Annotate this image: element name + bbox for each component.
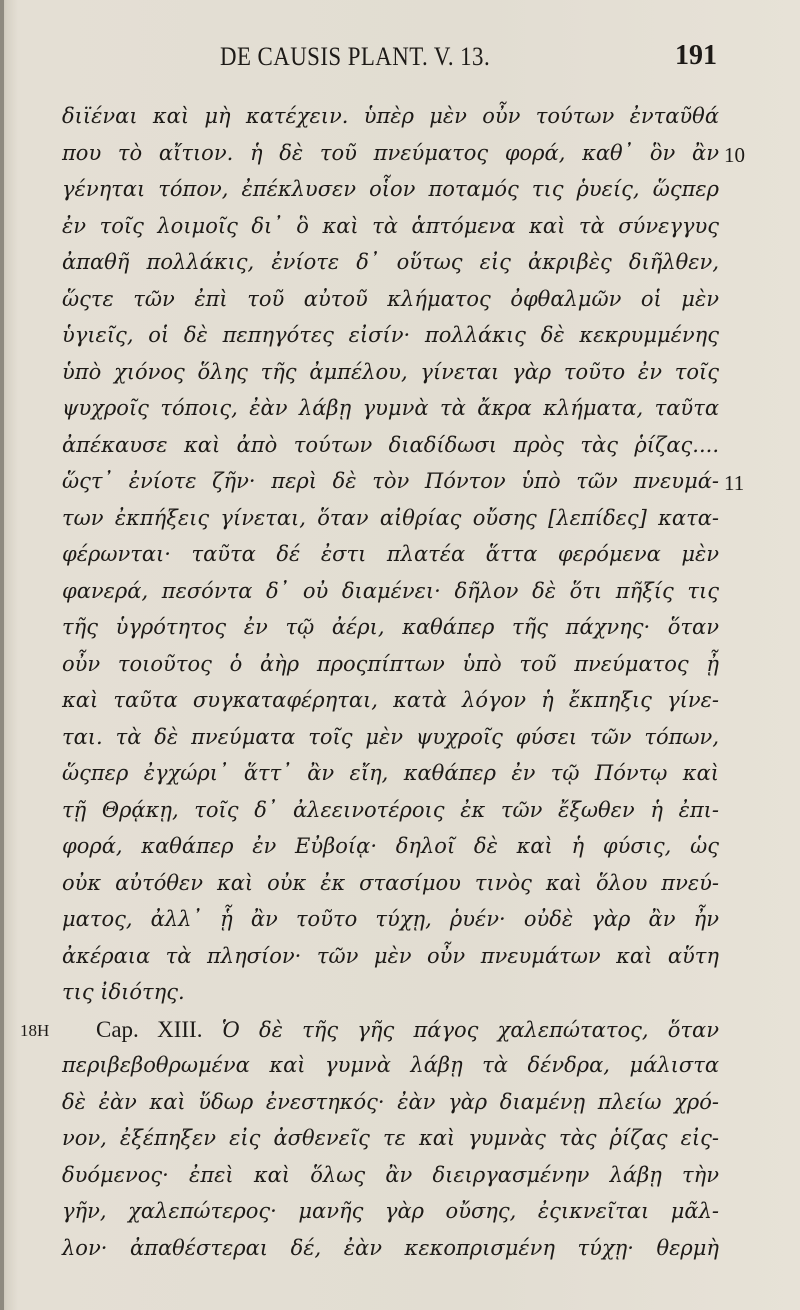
line-text: ται. τὰ δὲ πνεύματα τοῖς μὲν ψυχροῖς φύσει τῶν τόπων, bbox=[62, 724, 719, 749]
text-line bbox=[0, 1159, 800, 1196]
text-line bbox=[0, 1049, 800, 1086]
text-line bbox=[0, 1232, 800, 1269]
running-head-title: DE CAUSIS PLANT. V. 13. bbox=[220, 42, 491, 71]
line-text: ὥςπερ ἐγχώρι᾽ ἅττ᾽ ἂν εἴη, καθάπερ ἐν τῷ Πόντῳ καὶ bbox=[62, 761, 719, 785]
line-number-marker: 10 bbox=[724, 142, 745, 167]
line-text: ὥςτε τῶν ἐπὶ τοῦ αὐτοῦ κλήματος ὀφθαλμῶν οἱ μὲν bbox=[62, 286, 719, 311]
text-line bbox=[0, 575, 800, 612]
section-marker: 18H bbox=[20, 1020, 50, 1040]
text-line bbox=[0, 757, 800, 794]
line-text: ἀπαθῆ πολλάκις, ἐνίοτε δ᾽ οὕτως εἰς ἀκριβὲς διῆλθεν, bbox=[62, 250, 719, 274]
line-text: φανερά, πεσόντα δ᾽ οὐ διαμένει· δῆλον δὲ ὅτι πῆξίς τις bbox=[62, 578, 719, 603]
text-line bbox=[0, 319, 800, 356]
text-line bbox=[0, 1086, 800, 1123]
text-line bbox=[0, 611, 800, 648]
line-text: ἀκέραια τὰ πλησίον· τῶν μὲν οὖν πνευμάτων καὶ αὕτη bbox=[62, 943, 719, 968]
text-line bbox=[0, 100, 800, 137]
body-text bbox=[0, 100, 800, 1268]
line-text: οὐκ αὐτόθεν καὶ οὐκ ἐκ στασίμου τινὸς καὶ ὅλου πνεύ- bbox=[62, 870, 719, 895]
line-text bbox=[96, 1017, 719, 1043]
line-text: διϊέναι καὶ μὴ κατέχειν. ὑπὲρ μὲν οὖν τούτων ἐνταῦθά bbox=[62, 104, 719, 128]
text-line bbox=[0, 867, 800, 904]
text-line bbox=[0, 429, 800, 466]
text-line bbox=[0, 721, 800, 758]
text-line bbox=[0, 210, 800, 247]
line-text: ἀπέκαυσε καὶ ἀπὸ τούτων διαδίδωσι πρὸς τὰς ῥίζας.... bbox=[62, 432, 719, 457]
chapter-first-words: Ὁ δὲ τῆς γῆς πάγος χαλεπώτατος, ὅταν bbox=[221, 1017, 719, 1042]
text-line bbox=[0, 976, 800, 1013]
line-text: οὖν τοιοῦτος ὁ ἀὴρ προςπίπτων ὑπὸ τοῦ πνεύματος ᾖ bbox=[62, 651, 719, 676]
line-text: ὥςτ᾽ ἐνίοτε ζῆν· περὶ δὲ τὸν Πόντον ὑπὸ τῶν πνευμά- bbox=[62, 469, 719, 493]
line-text: λον· ἀπαθέστεραι δέ, ἐὰν κεκοπρισμένη τύχῃ· θερμὴ bbox=[62, 1235, 719, 1260]
text-line bbox=[0, 283, 800, 320]
text-line bbox=[0, 246, 800, 283]
text-line bbox=[0, 137, 800, 174]
text-line bbox=[0, 648, 800, 685]
text-line bbox=[0, 1122, 800, 1159]
text-line bbox=[0, 356, 800, 393]
line-text: γένηται τόπον, ἐπέκλυσεν οἷον ποταμός τις ῥυείς, ὥςπερ bbox=[62, 177, 719, 201]
text-line bbox=[0, 940, 800, 977]
line-text: δυόμενος· ἐπεὶ καὶ ὅλως ἂν διειργασμένην λάβῃ τὴν bbox=[62, 1162, 719, 1187]
line-text: ματος, ἀλλ᾽ ᾗ ἂν τοῦτο τύχῃ, ῥυέν· οὐδὲ γὰρ ἂν ἦν bbox=[62, 907, 719, 931]
text-line bbox=[0, 1195, 800, 1232]
text-line bbox=[0, 794, 800, 831]
text-line bbox=[0, 392, 800, 429]
line-text: περιβεβοθρωμένα καὶ γυμνὰ λάβῃ τὰ δένδρα, μάλιστα bbox=[62, 1053, 719, 1077]
line-text: ψυχροῖς τόποις, ἐὰν λάβῃ γυμνὰ τὰ ἄκρα κλήματα, ταῦτα bbox=[62, 396, 719, 420]
line-text: τῆς ὑγρότητος ἐν τῷ ἀέρι, καθάπερ τῆς πάχνης· ὅταν bbox=[62, 615, 719, 639]
line-text: ἐν τοῖς λοιμοῖς δι᾽ ὃ καὶ τὰ ἁπτόμενα καὶ τὰ σύνεγγυς bbox=[62, 213, 719, 238]
line-text: καὶ ταῦτα συγκαταφέρηται, κατὰ λόγον ἡ ἔκπηξις γίνε- bbox=[62, 688, 719, 712]
line-text: φορά, καθάπερ ἐν Εὐβοίᾳ· δηλοῖ δὲ καὶ ἡ φύσις, ὡς bbox=[62, 834, 719, 858]
line-text: γῆν, χαλεπώτερος· μανῆς γὰρ οὔσης, ἐςικνεῖται μᾶλ- bbox=[62, 1199, 719, 1223]
line-text: νον, ἐξέπηξεν εἰς ἀσθενεῖς τε καὶ γυμνὰς τὰς ῥίζας εἰς- bbox=[62, 1126, 719, 1150]
page-number: 191 bbox=[675, 40, 717, 71]
line-text: ὑπὸ χιόνος ὅλης τῆς ἀμπέλου, γίνεται γὰρ τοῦτο ἐν τοῖς bbox=[62, 359, 719, 384]
chapter-heading: Cap. XIII. bbox=[96, 1016, 203, 1042]
line-text: ὑγιεῖς, οἱ δὲ πεπηγότες εἰσίν· πολλάκις δὲ κεκρυμμένης bbox=[62, 323, 719, 347]
line-text: των ἐκπήξεις γίνεται, ὅταν αἰθρίας οὔσης [λεπίδες] κατα- bbox=[62, 505, 719, 530]
line-number-marker: 11 bbox=[724, 471, 745, 495]
text-line bbox=[0, 903, 800, 940]
text-line bbox=[0, 502, 800, 539]
text-line bbox=[0, 173, 800, 210]
line-text: που τὸ αἴτιον. ἡ δὲ τοῦ πνεύματος φορά, καθ᾽ ὃν ἂν bbox=[62, 140, 719, 165]
text-line bbox=[0, 538, 800, 575]
text-line bbox=[0, 830, 800, 867]
line-text: δὲ ἐὰν καὶ ὕδωρ ἐνεστηκός· ἐὰν γὰρ διαμένῃ πλείω χρό- bbox=[62, 1089, 719, 1114]
text-line bbox=[0, 465, 800, 502]
chapter-start-line bbox=[0, 1013, 800, 1050]
line-text: τις ἰδιότης. bbox=[62, 980, 185, 1004]
line-text: τῇ Θρᾴκῃ, τοῖς δ᾽ ἀλεεινοτέροις ἐκ τῶν ἔξωθεν ἡ ἐπι- bbox=[62, 797, 719, 822]
text-line bbox=[0, 684, 800, 721]
line-text: φέρωνται· ταῦτα δέ ἐστι πλατέα ἅττα φερόμενα μὲν bbox=[62, 542, 719, 566]
